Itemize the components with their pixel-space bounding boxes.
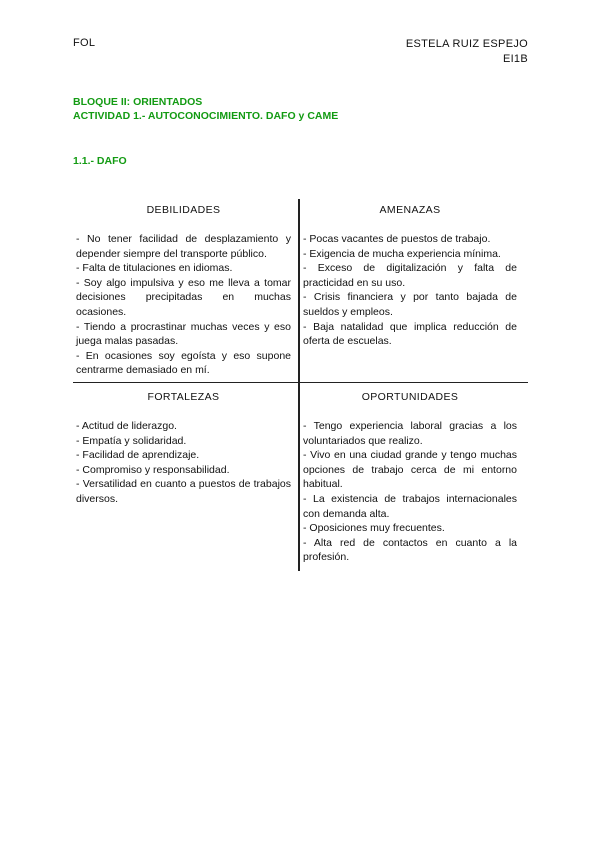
dafo-item: - Tengo experiencia laboral gracias a los voluntariados que realizo. [303, 420, 517, 447]
dafo-item: - Exigencia de mucha experiencia mínima. [303, 247, 501, 260]
fortalezas-list [76, 419, 291, 507]
fortalezas-title: FORTALEZAS [147, 391, 220, 403]
dafo-item: - Falta de titulaciones en idiomas. [76, 262, 233, 275]
dafo-item: - Crisis financiera y por tanto bajada de sueldos y empleos. [303, 291, 517, 318]
amenazas-title: AMENAZAS [379, 204, 441, 216]
dafo-item: - La existencia de trabajos internacionales con demanda alta. [303, 492, 517, 520]
debilidades-title: DEBILIDADES [146, 204, 221, 216]
debilidades-list [76, 232, 291, 378]
header-subject: FOL [73, 37, 96, 49]
activity-title: ACTIVIDAD 1.- AUTOCONOCIMIENTO. DAFO y CAME [73, 110, 339, 122]
header-author: ESTELA RUIZ ESPEJO [405, 38, 528, 50]
dafo-item: - Versatilidad en cuanto a puestos de trabajos diversos. [76, 478, 291, 505]
dafo-item: - Oposiciones muy frecuentes. [303, 522, 445, 535]
grid-horizontal-divider [73, 382, 528, 383]
header-group: EI1B [502, 53, 528, 65]
dafo-item: - Vivo en una ciudad grande y tengo muchas opciones de trabajo cerca de mi entorno habitual. [303, 449, 517, 491]
dafo-item: - No tener facilidad de desplazamiento y depender siempre del transporte público. [76, 233, 291, 260]
dafo-item: - Baja natalidad que implica reducción de oferta de escuelas. [303, 320, 517, 348]
grid-vertical-divider [298, 199, 300, 571]
oportunidades-list [303, 419, 517, 565]
amenazas-list [303, 232, 517, 349]
block-title: BLOQUE II: ORIENTADOS [73, 96, 203, 108]
dafo-item: - Pocas vacantes de puestos de trabajo. [303, 233, 491, 245]
section-title: 1.1.- DAFO [73, 155, 127, 167]
dafo-item: - En ocasiones soy egoísta y eso supone centrarme demasiado en mí. [76, 349, 291, 377]
dafo-item: - Facilidad de aprendizaje. [76, 449, 200, 462]
dafo-item: - Exceso de digitalización y falta de practicidad en su uso. [303, 262, 517, 289]
dafo-item: - Empatía y solidaridad. [76, 434, 187, 447]
dafo-item: - Soy algo impulsiva y eso me lleva a tomar decisiones precipitadas en muchas ocasiones. [76, 276, 291, 318]
dafo-item: - Actitud de liderazgo. [76, 420, 177, 432]
header-author-block [406, 37, 528, 67]
dafo-item: - Compromiso y responsabilidad. [76, 463, 230, 476]
oportunidades-title: OPORTUNIDADES [361, 391, 459, 403]
dafo-item: - Alta red de contactos en cuanto a la profesión. [303, 536, 517, 564]
dafo-item: - Tiendo a procrastinar muchas veces y eso juega malas pasadas. [76, 320, 291, 348]
